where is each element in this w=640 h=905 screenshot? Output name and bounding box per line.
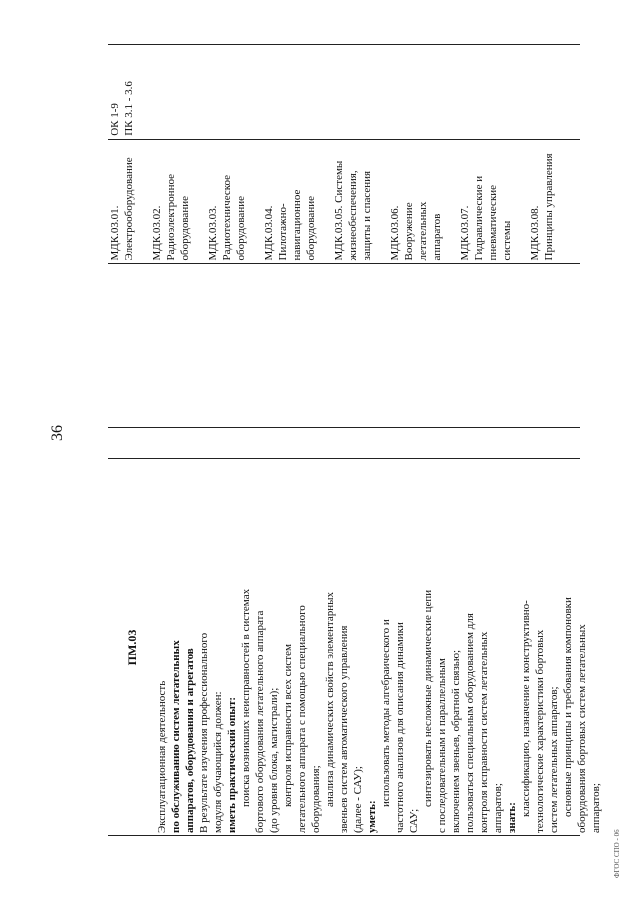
course-line: Вооружение <box>403 202 415 261</box>
experience-line: контроля исправности всех систем <box>282 644 294 807</box>
course-gap <box>374 142 388 261</box>
competencies-column <box>108 45 580 140</box>
course-line: МДК.03.08. <box>529 205 541 261</box>
course-gap <box>248 142 262 261</box>
course-item <box>458 142 514 261</box>
course-line: жизнеобеспечения, <box>347 170 359 261</box>
course-line: защиты и спасения <box>361 170 373 261</box>
module-content <box>155 462 603 833</box>
course-item <box>388 142 444 261</box>
know-line: технологические характеристики бортовых <box>534 629 546 833</box>
course-line: пневматические <box>487 184 499 261</box>
know-heading: знать: <box>506 802 518 833</box>
courses-column <box>108 140 580 265</box>
course-line: МДК.03.02. <box>151 205 163 261</box>
experience-line: поиска возникших неисправностей в системах <box>240 588 252 807</box>
course-line: МДК.03.07. <box>459 205 471 261</box>
hours-classroom-column <box>108 264 580 428</box>
competency-line: ПК 3.1 - 3.6 <box>123 81 135 136</box>
course-line: Принципы управления <box>543 153 555 261</box>
course-line: МДК.03.01. <box>109 205 121 261</box>
module-title-line: по обслуживанию систем летательных <box>170 640 182 833</box>
course-line: оборудование <box>235 196 247 261</box>
course-gap <box>318 142 332 261</box>
module-code: ПМ.03 <box>124 629 139 666</box>
skills-line: пользоваться специальным оборудованием для <box>464 613 476 833</box>
course-gap <box>136 142 150 261</box>
course-item <box>332 142 374 261</box>
course-line: оборудование <box>179 196 191 261</box>
course-item <box>150 142 192 261</box>
experience-line: (до уровня блока, магистрали); <box>268 687 280 833</box>
footer-code: ФГОС СПО - 06 <box>613 829 621 878</box>
intro-line: В результате изучения профессионального <box>198 632 210 833</box>
experience-line: (далее - САУ); <box>352 766 364 833</box>
course-gap <box>514 142 528 261</box>
module-title-line: Эксплуатационная деятельность <box>156 680 168 833</box>
module-content-column <box>108 459 602 835</box>
skills-line: САУ; <box>408 808 420 833</box>
competency-line: ОК 1-9 <box>109 103 121 136</box>
curriculum-table <box>108 44 602 836</box>
skills-line: включением звеньев, обратной связью; <box>450 649 462 833</box>
hours-total-column <box>108 428 580 459</box>
experience-line: звеньев систем автоматического управления <box>338 625 350 833</box>
course-line: Электрооборудование <box>123 157 135 261</box>
course-line: МДК.03.03. <box>207 205 219 261</box>
course-line: Пилотажно- <box>277 203 289 261</box>
experience-line: анализа динамических свойств элементарных <box>324 592 336 807</box>
page-number: 36 <box>49 425 66 441</box>
course-item <box>262 142 318 261</box>
rotated-page <box>108 44 602 836</box>
course-line: летательных <box>417 201 429 261</box>
course-line: системы <box>501 220 513 261</box>
course-line: Радиоэлектронное <box>165 174 177 261</box>
intro-line: модуля обучающийся должен: <box>212 691 224 833</box>
skills-line: частотного анализов для описания динамики <box>394 622 406 833</box>
course-line: аппаратов <box>431 213 443 261</box>
know-line: оборудования бортовых систем летательных <box>576 624 588 833</box>
course-line: МДК.03.06. <box>389 205 401 261</box>
course-line: Гидравлические и <box>473 175 485 261</box>
course-gap <box>192 142 206 261</box>
experience-line: летательного аппарата с помощью специального <box>296 605 308 833</box>
course-line: МДК.03.04. <box>263 205 275 261</box>
course-line: навигационное <box>291 189 303 261</box>
course-item <box>528 142 556 261</box>
know-line: классификацию, назначение и конструктивно- <box>520 600 532 817</box>
skills-line: использовать методы алгебраического и <box>380 619 392 807</box>
skills-line: синтезировать несложные динамические цепи <box>422 589 434 807</box>
module-title-line: аппаратов, оборудования и агрегатов <box>184 648 196 833</box>
skills-line: с последовательным и параллельным <box>436 658 448 833</box>
know-line: систем летательных аппаратов; <box>548 686 560 833</box>
course-item <box>108 142 136 261</box>
know-line: аппаратов; <box>590 783 602 833</box>
know-line: основные принципы и требования компоновки <box>562 597 574 817</box>
course-gap <box>444 142 458 261</box>
course-line: Радиотехническое <box>221 174 233 261</box>
course-line: МДК.03.05. Системы <box>333 160 345 261</box>
course-item <box>206 142 248 261</box>
skills-heading: уметь: <box>366 800 378 833</box>
course-line: оборудование <box>305 196 317 261</box>
skills-line: контроля исправности систем летательных <box>478 631 490 833</box>
experience-line: оборудования; <box>310 765 322 833</box>
experience-line: бортового оборудования летательного аппарата <box>254 610 266 833</box>
experience-heading: иметь практический опыт: <box>226 696 238 833</box>
skills-line: аппаратов; <box>492 783 504 833</box>
